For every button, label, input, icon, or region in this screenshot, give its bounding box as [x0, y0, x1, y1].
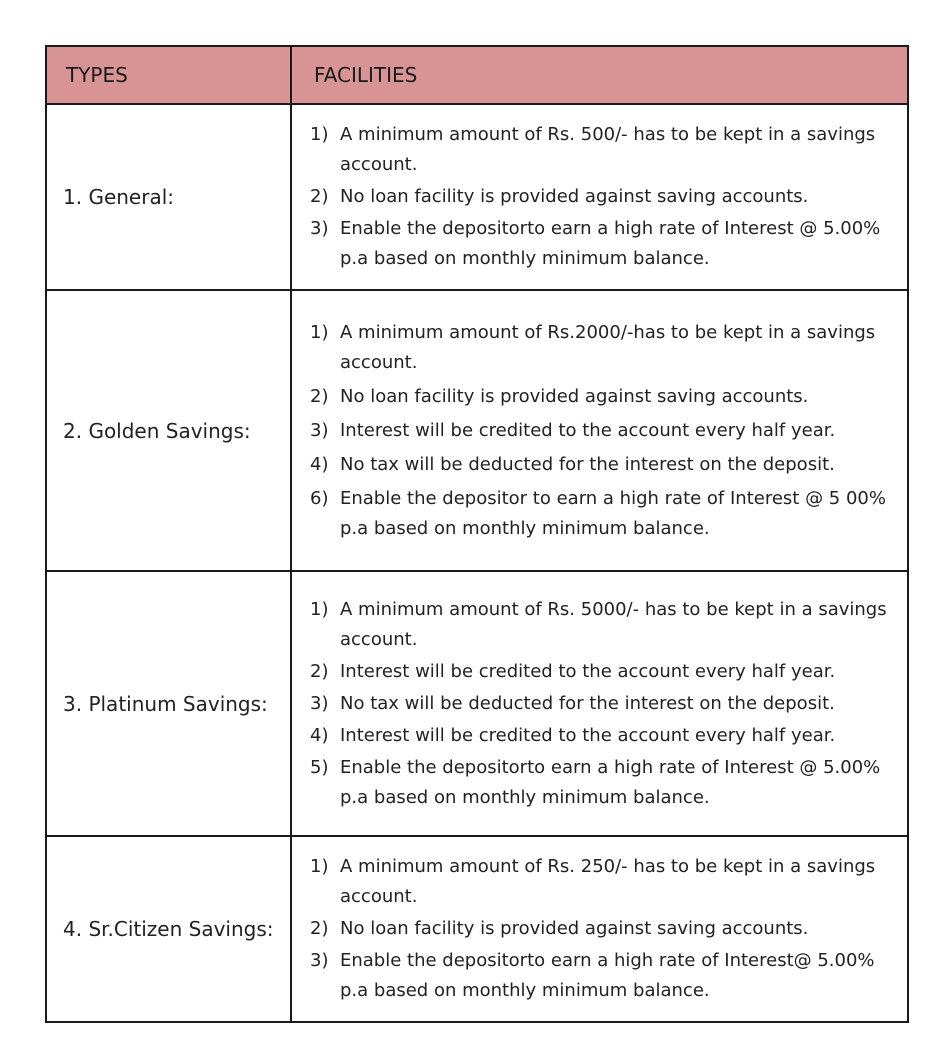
header-facilities: FACILITIES	[291, 46, 908, 104]
item-number: 3)	[310, 692, 329, 714]
type-cell-sr-citizen: 4. Sr.Citizen Savings:	[46, 836, 291, 1022]
list-item	[310, 382, 905, 412]
item-text: No loan facility is provided against saving accounts.	[340, 385, 809, 407]
header-types: TYPES	[46, 46, 291, 104]
item-number: 3)	[310, 419, 329, 441]
item-text: A minimum amount of Rs. 250/- has to be kept in a savings account.	[340, 856, 876, 907]
item-text: Interest will be credited to the account every half year.	[340, 419, 836, 441]
item-number: 1)	[310, 856, 329, 877]
item-text: No loan facility is provided against saving accounts.	[340, 186, 809, 207]
facilities-list	[310, 852, 905, 1006]
item-text: Enable the depositorto earn a high rate of Interest@ 5.00% p.a based on monthly minimum balance.	[340, 950, 875, 1001]
facilities-list	[310, 595, 905, 813]
list-item	[310, 852, 905, 912]
item-text: Interest will be credited to the account every half year.	[340, 724, 836, 746]
item-text: Interest will be credited to the account every half year.	[340, 660, 836, 682]
list-item	[310, 416, 905, 446]
type-cell-platinum: 3. Platinum Savings:	[46, 571, 291, 836]
item-text: Enable the depositorto earn a high rate of Interest @ 5.00% p.a based on monthly minimum balance.	[340, 756, 881, 808]
type-cell-general: 1. General:	[46, 104, 291, 290]
table-header-row	[46, 46, 908, 104]
list-item	[310, 182, 905, 212]
item-number: 6)	[310, 487, 329, 509]
facilities-cell	[291, 290, 908, 571]
facilities-cell	[291, 571, 908, 836]
list-item	[310, 214, 905, 274]
list-item	[310, 946, 905, 1006]
item-text: A minimum amount of Rs. 500/- has to be kept in a savings account.	[340, 124, 876, 175]
savings-types-table	[45, 45, 909, 1023]
facilities-cell	[291, 836, 908, 1022]
table-row	[46, 104, 908, 290]
table-row	[46, 571, 908, 836]
list-item	[310, 120, 905, 180]
item-number: 4)	[310, 724, 329, 746]
list-item	[310, 721, 905, 751]
item-number: 3)	[310, 950, 329, 971]
item-text: Enable the depositor to earn a high rate of Interest @ 5 00% p.a based on monthly minimum balance.	[340, 487, 886, 539]
item-text: No tax will be deducted for the interest on the deposit.	[340, 453, 835, 475]
item-number: 5)	[310, 756, 329, 778]
list-item	[310, 689, 905, 719]
item-number: 4)	[310, 453, 329, 475]
item-number: 1)	[310, 321, 329, 343]
item-number: 2)	[310, 186, 329, 207]
item-number: 2)	[310, 918, 329, 939]
table-row	[46, 290, 908, 571]
item-number: 1)	[310, 598, 329, 620]
item-text: No loan facility is provided against saving accounts.	[340, 918, 809, 939]
item-text: Enable the depositorto earn a high rate of Interest @ 5.00% p.a based on monthly minimum balance.	[340, 218, 881, 269]
type-cell-golden: 2. Golden Savings:	[46, 290, 291, 571]
list-item	[310, 657, 905, 687]
table-row	[46, 836, 908, 1022]
list-item	[310, 595, 905, 655]
item-text: No tax will be deducted for the interest on the deposit.	[340, 692, 835, 714]
list-item	[310, 484, 905, 544]
list-item	[310, 450, 905, 480]
item-number: 1)	[310, 124, 329, 145]
list-item	[310, 753, 905, 813]
item-number: 2)	[310, 660, 329, 682]
item-number: 3)	[310, 218, 329, 239]
item-text: A minimum amount of Rs. 5000/- has to be kept in a savings account.	[340, 598, 887, 650]
facilities-cell	[291, 104, 908, 290]
item-text: A minimum amount of Rs.2000/-has to be kept in a savings account.	[340, 321, 876, 373]
facilities-list	[310, 318, 905, 544]
facilities-list	[310, 120, 905, 274]
item-number: 2)	[310, 385, 329, 407]
list-item	[310, 914, 905, 944]
list-item	[310, 318, 905, 378]
